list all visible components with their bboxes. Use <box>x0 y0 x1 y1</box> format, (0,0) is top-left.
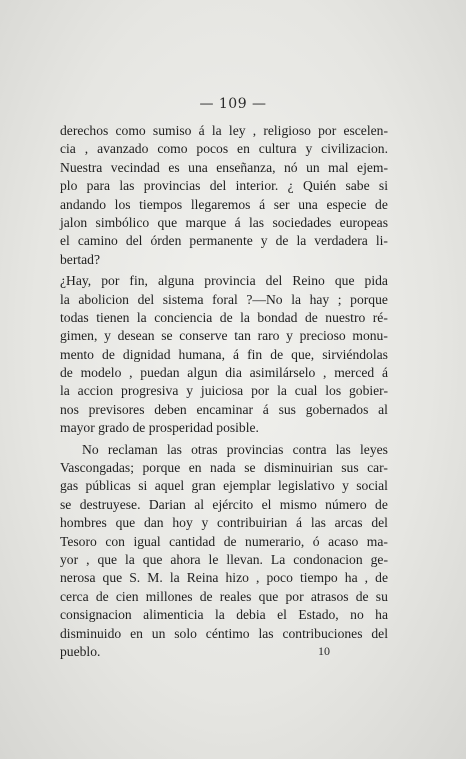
text-line: Vascongadas; porque en nada se disminuirian sus car- <box>60 460 388 476</box>
text-line: mayor grado de prosperidad posible. <box>60 420 259 436</box>
text-line: todas tienen la conciencia de la bondad de nuestro ré- <box>60 309 388 325</box>
paragraph <box>60 272 388 438</box>
text-line: jalon simbólico que marque á las sociedades europeas <box>60 214 388 230</box>
text-line: disminuido en un solo céntimo las contribuciones del <box>60 625 388 641</box>
text-line: cia , avanzado como pocos en cultura y civilizacion. <box>60 141 388 157</box>
text-line: yor , que la que ahora le llevan. La condonacion ge- <box>60 551 388 567</box>
text-line: mento de dignidad humana, á fin de que, sirviéndolas <box>60 346 388 362</box>
page-number: — 109 — <box>199 96 267 112</box>
text-line: nos previsores deben encaminar á sus gobernados al <box>60 401 388 417</box>
text-line: plo para las provincias del interior. ¿ Quién sabe si <box>60 178 388 194</box>
text-line: gas públicas si aquel gran ejemplar legislativo y social <box>60 478 388 494</box>
text-line: se destruyese. Darian al ejército el mismo número de <box>60 496 388 512</box>
text-line: hombres que dan hoy y contribuirian á las arcas del <box>60 515 388 531</box>
text-line: nerosa que S. M. la Reina hizo , poco tiempo ha , de <box>60 570 388 586</box>
text-line: la accion progresiva y juiciosa por la cual los gobier- <box>60 383 388 399</box>
text-line: pueblo. <box>60 643 101 659</box>
body-text <box>60 122 388 661</box>
text-line: Tesoro con igual cantidad de numerario, ó acaso ma- <box>60 533 388 549</box>
text-line: cerca de cien millones de reales que por atrasos de su <box>60 588 388 604</box>
text-line: Nuestra vecindad es una enseñanza, nó un mal ejem- <box>60 159 388 175</box>
text-line: andando los tiempos llegaremos á ser una especie de <box>60 196 388 212</box>
text-line: el camino del órden permanente y de la verdadera li- <box>60 233 388 249</box>
text-line: consignacion alimenticia la debia el Estado, no ha <box>60 607 388 623</box>
text-line: gimen, y desean se conserve tan raro y precioso monu- <box>60 328 388 344</box>
text-line: ¿Hay, por fin, alguna provincia del Reino que pida <box>60 273 388 289</box>
text-line: derechos como sumiso á la ley , religioso por escelen- <box>60 123 388 138</box>
paragraph <box>60 122 388 269</box>
text-line: la abolicion del sistema foral ?—No la hay ; porque <box>60 291 388 307</box>
text-line: bertad? <box>60 251 100 267</box>
signature-mark: 10 <box>318 644 330 658</box>
text-line: de modelo , puedan algun dia asimilárselo , merced á <box>60 365 388 381</box>
paragraph <box>60 441 388 662</box>
text-line: No reclaman las otras provincias contra las leyes <box>82 441 388 457</box>
